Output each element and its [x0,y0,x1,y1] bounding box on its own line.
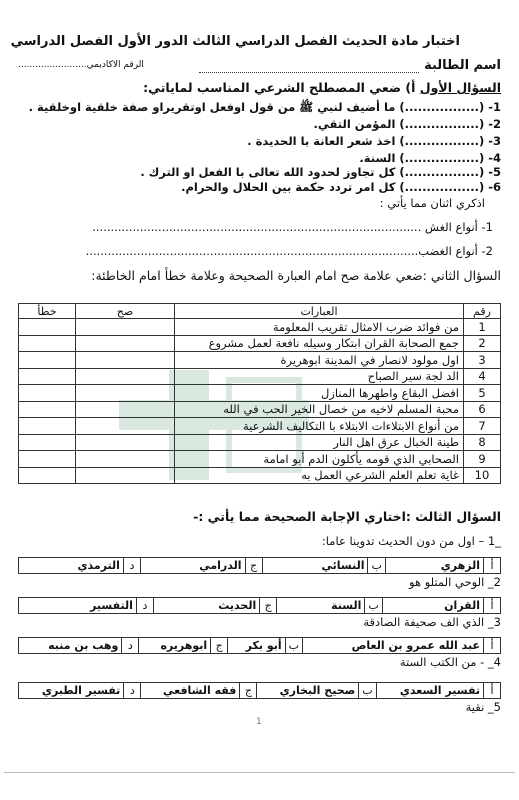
option-b[interactable]: النسائي [262,558,368,574]
page-bottom-divider [4,772,515,773]
row-num: 5 [464,385,501,402]
question-1-heading-rest: أ) ضعي المصطلح الشرعي المناسب لماياتي: [143,80,420,95]
table-row [19,401,501,418]
row-statement: افضل البقاع واطهرها المنازل [175,385,464,402]
option-b[interactable]: السنة [277,598,365,614]
option-letter: ب [359,683,376,699]
row-statement: الد لجة سير الصباح [175,368,464,385]
q1-item: 4- (.................) السنة. [359,151,501,165]
option-a[interactable]: الزهري [385,558,483,574]
exam-title: اختبار مادة الحديث الفصل الدراسي الثالث الدور الأول الفصل الدراسي [10,34,460,49]
option-letter: ب [368,558,385,574]
mcq-options [18,557,501,574]
option-letter: ج [260,598,277,614]
wrong-cell[interactable] [19,352,76,369]
mcq-question: 3_ الذي الف صحيفة الصادقة [363,615,501,629]
q1-item: 6- (.................) كل امر تردد حكمة بين الحلال والحرام. [181,180,501,194]
student-name-field[interactable] [199,58,419,73]
option-b[interactable]: أبو بكر [228,638,285,654]
option-letter: د [124,683,141,699]
row-num: 10 [464,467,501,484]
row-statement: محبة المسلم لاخيه من خصال الخير الحب في الله [175,401,464,418]
mention-item: 1- أنواع الغش .......................................................................................... [92,220,493,234]
option-letter: أ [484,638,501,654]
correct-cell[interactable] [76,434,175,451]
row-num: 2 [464,335,501,352]
mcq-question: 2_ الوحي المتلو هو [409,575,501,589]
option-d[interactable]: التفسير [19,598,137,614]
row-statement: طينة الخبال عرق اهل النار [175,434,464,451]
col-statements-header: العبارات [175,304,464,319]
table-row [19,335,501,352]
row-num: 3 [464,352,501,369]
option-d[interactable]: تفسير الطبري [19,683,124,699]
option-letter: د [123,558,140,574]
row-statement: غاية تعلم العلم الشرعي العمل به [175,467,464,484]
table-row [19,352,501,369]
q1-item: 5- (.................) كل تجاوز لحدود الله تعالى با الفعل او الترك . [140,165,501,179]
option-a[interactable]: تفسير السعدي [376,683,483,699]
wrong-cell[interactable] [19,451,76,468]
mcq-question: 4_ - من الكتب الستة [399,655,501,669]
option-letter: أ [484,598,501,614]
option-letter: ج [240,683,257,699]
table-header-row [19,304,501,319]
option-d[interactable]: الترمذي [19,558,124,574]
question-2-heading: السؤال الثاني :ضعي علامة صح امام العبارة الصحيحة وعلامة خطأ امام الخاطئة: [91,268,501,283]
table-row [19,467,501,484]
table-row [19,451,501,468]
mcq-question: 5_ نقية [465,700,501,714]
option-letter: ب [285,638,302,654]
student-info-row [18,58,501,76]
q1-item: 3- (.................) اخذ شعر العانة با الحديدة . [247,134,501,148]
correct-cell[interactable] [76,401,175,418]
options-row [19,558,501,574]
option-letter: ب [365,598,382,614]
exam-page [4,0,515,800]
option-a[interactable]: القران [382,598,483,614]
option-letter: أ [484,558,501,574]
row-num: 1 [464,319,501,336]
option-c[interactable]: ابوهريره [139,638,211,654]
row-statement: اول مولود لانصار في المدينة ابوهريرة [175,352,464,369]
wrong-cell[interactable] [19,385,76,402]
option-letter: ج [245,558,262,574]
option-d[interactable]: وهب بن منبه [19,638,122,654]
q1-item: 2- (.................) المؤمن التقي. [313,117,501,131]
wrong-cell[interactable] [19,467,76,484]
row-statement: من أنواع الابتلاءات الابتلاء با التكاليف الشرعية [175,418,464,435]
correct-cell[interactable] [76,451,175,468]
row-num: 6 [464,401,501,418]
row-statement: جمع الصحابة القران ابتكار وسيله نافعة لعمل مشروع [175,335,464,352]
mcq-options [18,682,501,699]
wrong-cell[interactable] [19,434,76,451]
correct-cell[interactable] [76,368,175,385]
row-num: 8 [464,434,501,451]
student-name-label: اسم الطالبة [424,58,501,73]
page-number: 1 [256,717,262,727]
question-3-heading: السؤال الثالث :اختاري الإجابة الصحيحة مما يأتي :- [193,509,501,524]
col-correct-header: صح [76,304,175,319]
option-c[interactable]: فقه الشافعي [141,683,240,699]
wrong-cell[interactable] [19,319,76,336]
col-num-header: رقم [464,304,501,319]
correct-cell[interactable] [76,335,175,352]
option-c[interactable]: الحديث [153,598,259,614]
mcq-question: _1 – اول من دون الحديث تدوينا عاما: [321,534,501,548]
wrong-cell[interactable] [19,335,76,352]
col-wrong-header: خطأ [19,304,76,319]
option-letter: د [122,638,139,654]
option-letter: ج [211,638,228,654]
table-row [19,418,501,435]
correct-cell[interactable] [76,418,175,435]
options-row [19,598,501,614]
option-a[interactable]: عبد الله عمرو بن العاص [303,638,484,654]
table-row [19,434,501,451]
mcq-options [18,637,501,654]
options-row [19,683,501,699]
wrong-cell[interactable] [19,401,76,418]
correct-cell[interactable] [76,385,175,402]
q1-item: 1- (.................) ما أضيف لنبي ﷺ من قول اوفعل اوتقريراو صفة خلقية اوخلقية . [28,100,501,114]
true-false-table [18,303,501,484]
correct-cell[interactable] [76,467,175,484]
table-row [19,385,501,402]
table-row [19,368,501,385]
option-letter: أ [484,683,501,699]
row-num: 4 [464,368,501,385]
row-num: 7 [464,418,501,435]
mention-heading: اذكري اثنان مما يأتي : [379,196,485,210]
mention-item: 2- أنواع الغضب........................................................................................... [85,244,493,258]
table-row [19,319,501,336]
question-1-heading [143,80,501,95]
correct-cell[interactable] [76,319,175,336]
question-1-heading-underlined: السؤال الأول [419,80,501,95]
options-row [19,638,501,654]
wrong-cell[interactable] [19,418,76,435]
row-statement: من فوائد ضرب الامثال تقريب المعلومة [175,319,464,336]
option-c[interactable]: الدرامي [140,558,245,574]
correct-cell[interactable] [76,352,175,369]
mcq-options [18,597,501,614]
wrong-cell[interactable] [19,368,76,385]
option-letter: د [136,598,153,614]
academic-number-label: الرقم الاكاديمي........................ [18,60,144,70]
row-num: 9 [464,451,501,468]
option-b[interactable]: صحيح البخاري [257,683,359,699]
row-statement: الصحابي الذي قومه يأكلون الدم أبو امامة [175,451,464,468]
